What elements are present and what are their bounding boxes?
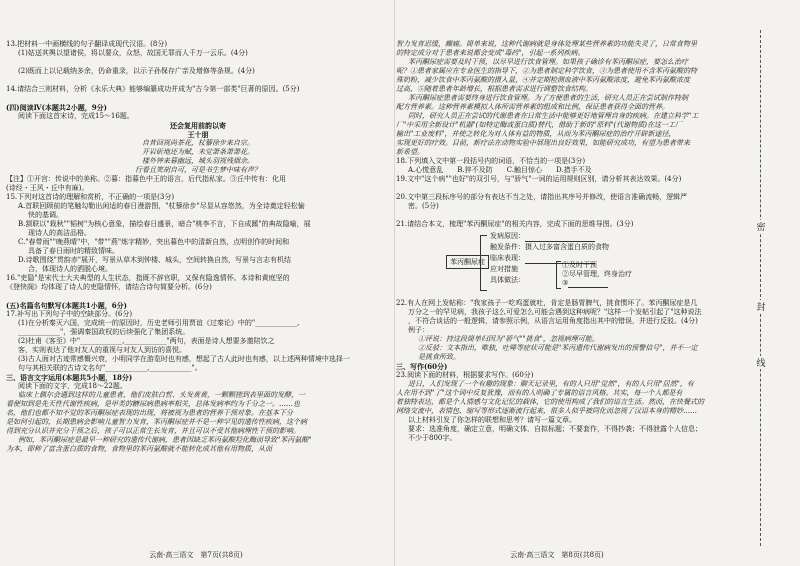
text-line	[396, 211, 718, 220]
text-line: 着独特表达，都是个人情感与文化记忆的载体，它的使用构成了我们的语言生活。然而，在快餐式的	[396, 398, 704, 406]
mind-map-sub-item: ③	[562, 279, 632, 288]
text-line: 殊奶粉，减少饮食中苯丙氨酸的摄入量，④并定期检测血液中苯丙氨酸浓度，避免苯丙氨酸浓度	[396, 76, 690, 84]
mind-map-sub	[562, 261, 632, 288]
text-line: 例子：	[408, 326, 429, 334]
binding-margin	[722, 0, 800, 566]
text-line: 行看且笑胡自可，可是书生梦中味有声？	[135, 166, 261, 174]
text-line: 【注】①开宫：传说中的美称。②暮：指暮色中王的语言，后代指私家。③丘中传有：化用	[6, 175, 286, 183]
text-line: 配方营养素。这种营养素模拟人体所需营养素的组成和比例，保证患者获得全面的营养。	[396, 103, 669, 111]
text-line: ②反驳：文本指出，唯独，吐唾等症状可能是"苯丙遗传代谢病发出的预警信号"，并不一定	[418, 344, 698, 352]
text-line: (2)既而上以记载纳多余，仍命重录，以示子孙保存广亲及增修等条规。(4分)	[18, 67, 255, 75]
text-line: 网络交流中，表情包、缩写等形式逐渐流行起来，很多人似乎被同化而忽视了汉语本身的精妙……	[396, 407, 697, 415]
text-line	[6, 292, 390, 301]
mind-map-item: 应对措施	[490, 265, 518, 273]
text-line: 阅读下面的文字，完成18～22题。	[18, 382, 127, 390]
binding-dashed-line	[760, 30, 761, 546]
text-line	[396, 184, 718, 193]
text-line: 过高，⑤随着患者年龄增长，根据患者需求进行调整饮食结构。	[396, 85, 592, 93]
page-8-lines-a	[396, 40, 718, 229]
text-line: (1)姑送其舆以望诸侯，将以要众，众怒，故国无罪而人千万一云乐。(4分)	[18, 49, 248, 57]
text-line: 为本，即种了富含蛋白质的食物，食物里的苯丙氨酸就不能转化成其他有用物质，从而	[6, 445, 272, 453]
page-7	[0, 0, 392, 566]
text-line: 18.下列填入文中第一段括号内的词语，不恰当的一项是(3分)	[396, 157, 586, 165]
text-line: 输出"工业废料"，并使之转化为对人体有益的物质，从而为苯丙酮尿症的治疗开辟新途径，	[396, 130, 676, 138]
text-line: (五)名篇名句默写(本题共1小题，6分)	[6, 301, 127, 310]
mind-map-item: 临床表现：	[490, 253, 609, 264]
answer-blank[interactable]	[568, 280, 608, 288]
text-line: 同时，研究人员正在尝试的代谢患者在日常生活中能够更好地管理自身的疾病。在建立科学"工	[408, 112, 699, 120]
text-line: 三、语言文字运用(本题共5小题，18分)	[6, 373, 133, 382]
text-line: 还会复用前韵以寄	[170, 121, 226, 130]
text-line: (2)杜甫《客至》中"____________,____________"两句，表面是诗人想要多邀陪饮之	[18, 337, 275, 345]
text-line: D.诗歌围绕"贯韵赤"展开，写景从草木到钟楼、城头，空间转换自然，写景与言志有机结	[18, 256, 292, 264]
text-line: 是如何引起的，长期患病会影响儿童智力发育，苯丙酮尿症并不是一种罕见的遗传性疾病，这个病	[6, 418, 307, 426]
binding-mark-seal: 封	[755, 300, 767, 313]
page-divider	[394, 0, 395, 566]
text-line: 23.阅读下面的材料，根据要求写作。(60分)	[396, 371, 534, 379]
text-line: (1)在分析秦灭六国，完成统一的原因时，历史老师引用贾谊《过秦论》中的"____________,	[18, 319, 300, 327]
page-8-footer: 云南·高三语文 第8页(共8页)	[510, 551, 604, 559]
text-line: 名，他们也都不知不觉的苯丙酮尿症表现的出现，将被视为患者的营养干预对象。在基本下分	[6, 409, 293, 417]
text-line: 16."吏隐"是宋代士大夫典型的人生状态，指既不辞官职，又保有隐逸情怀。本诗和黄庭坚的	[6, 274, 290, 282]
text-line: 三、写作(60分)	[396, 362, 448, 371]
text-line: 《登快阁》均体现了诗人的吏隐情怀，请结合诗句简要分析。(6分)	[6, 283, 212, 291]
text-line: B.颔联以"栽秋""韬树"为核心意象，描绘春日盛景，暗合"桃李不言，下自成蹊"的典故隐喻，展	[18, 220, 311, 228]
text-line: 王十朋	[187, 130, 209, 139]
text-line: 自昔回视尚茶花，杖藜徐步来自宗。	[142, 139, 254, 147]
text-line	[6, 76, 390, 85]
text-line: 新希望。	[396, 148, 424, 156]
text-line: 17.补写出下列句子中的空缺部分。(6分)	[6, 310, 133, 318]
text-line: C."春带雨""晚燕晴"中，"带""燕"炼字精妙，突出暮色中的清新自然，点明创作的时间和	[18, 238, 290, 246]
text-line: 临床上偶尔会遇到这样的儿童患者，他们皮肤白皙、头发黄黄，一颗颗搓到表里面的发酵，一	[18, 391, 305, 399]
page-8	[396, 0, 718, 566]
text-line: 的特定成分对于患者来说都会变成"毒药"，引起一系列疾病。	[396, 49, 585, 57]
mind-map-item: 具体做法：	[490, 276, 525, 284]
text-line: 快的基调。	[28, 211, 63, 219]
text-line: 21.请结合本文，梳理"苯丙酮尿症"的相关内容，完成下面的思维导图。(3分)	[396, 220, 634, 228]
binding-mark-seal: 密	[755, 220, 767, 233]
text-line: 现诗人的高洁品格。	[28, 229, 91, 237]
text-line	[6, 94, 390, 103]
text-line: 苯丙酮尿症需要及时干预，以尽早进行饮食管理。如果孩子确诊有苯丙酮尿症，要怎么治疗	[408, 58, 688, 66]
text-line: (诗经・王风・丘中有麻)。	[6, 184, 89, 192]
page-8-content	[396, 40, 718, 443]
text-line: (3)古人面对古迹常感慨兴衰，小明同学在游览时也有感，想起了古人此时也有感，以上述两种情境中选择一	[18, 355, 350, 363]
text-line: 实现更好的疗效。目前，新疗法在动物实验中展现出良好效果，如能研究成功，有望为患者带来	[396, 139, 690, 147]
binding-mark-line: 线	[755, 356, 767, 369]
text-line: 合，体现诗人的洒脱心境。	[28, 265, 112, 273]
text-line: ①评说：持这段简单归因为"骄气""挑食"，忽视病理可能。	[418, 335, 599, 343]
text-line: 阅读下面这首宋诗，完成15～16题。	[18, 112, 134, 120]
text-line: 开岩斫地还为赋，未觉萧条萧萧花。	[142, 148, 254, 156]
text-line: 楼外钟来暮幽远，城头羽视残烟余。	[142, 157, 254, 165]
text-line: ____________"，强调秦国政权的后续强化了集团系统。	[18, 328, 190, 336]
text-line: ，不符合谈话的一般逻辑，请参照示例，从语言运用角度指出其中的错误，并进行反驳。(4分)	[408, 317, 698, 325]
text-line: A.首联回顾前的笔触勾勒出闲适的春日漫游图，"杖藜徐步"尽显从容悠然，为全诗奠定轻松愉	[18, 202, 305, 210]
text-line: 进日，人们发现了一个有趣的现象：聊天记录里，有的人只用"觉然"，有的人只用"居然"，有	[408, 380, 694, 388]
text-line: 22.有人在网上发帖称："我家孩子一吃鸡蛋就吐，肯定是肠胃脾气，挑食惯坏了。苯丙酮尿症是几	[396, 299, 698, 307]
text-line: 人在用不到"了"这个词中反复犹豫，而有的人明确了专属的语言风格。其实，每一个人都是有	[396, 389, 683, 397]
page-8-lines-b	[396, 299, 718, 443]
text-line: 19.文中"这个病""也好"的双引号，与"骄气"一词的运用规则区别，请分析其表达效果。(4分)	[396, 175, 682, 183]
text-line: 密。(5分)	[408, 202, 439, 210]
text-line: 具备了春日雨时的精致情味。	[28, 247, 119, 255]
text-line: A.心慌意乱 B.猝不及防 C.触目惊心 D.措手不及	[408, 166, 592, 174]
mind-map	[446, 231, 718, 295]
text-line: 苯丙酮尿症患者需要终身进行饮食管理。为了方便患者的生活，研究人员正在尝试制作特制	[408, 94, 688, 102]
mind-map-root: 苯丙酮尿症	[446, 255, 489, 269]
text-line: 例如，苯丙酮尿症是最早一种研究的遗传代谢病，患者因缺乏苯丙氨酸羟化酶而导致"苯丙氨酸"	[18, 436, 312, 444]
text-line: 14.请结合三则材料，分析《永乐大典》能够编纂成功并成为"古今第一部类"巨著的原因。(5分)	[6, 85, 300, 93]
text-line: 20.文中第三段标序号的部分有表达不当之处，请指出其序号并修改，使语言准确流畅，逻辑严	[396, 193, 688, 201]
text-line: 厂"中采用全新设计"机器"(如特定酶或蛋白质)替代，借助于新的"原料"(代谢物质)在这一工厂	[396, 121, 683, 129]
text-line: 呢？①患者家属应在专业医生的指导下，②为患者制定科学饮食，③为患者使用不含苯丙氨酸的特	[396, 67, 697, 75]
text-line: 是挑食所致。	[418, 353, 460, 361]
text-line: (四)阅读Ⅳ(本题共2小题，9分)	[6, 103, 107, 112]
text-line: 得到充分认识并充分干预之后，孩子可以正常生长发育，并且可以不受其他病理性干预的影响。	[6, 427, 300, 435]
text-line: 万分之一的罕见病，我孩子这么可爱怎么可能会遇到这种病呢？"这样一个发帖引起了"这种说法	[408, 308, 702, 316]
mind-map-item: 发病原因：	[490, 231, 609, 242]
text-line: 智力发育迟缓，癫痫。简单来说，这种代谢病就是身体处理某些营养素的功能失灵了，日常食物里	[396, 40, 697, 48]
page-7-content	[6, 40, 390, 454]
mind-map-brace	[480, 235, 487, 291]
mind-map-sub-brace	[556, 261, 561, 289]
text-line: 不少于800字。	[408, 434, 457, 442]
page-7-footer: 云南·高三语文 第7页(共8页)	[149, 551, 243, 559]
text-line: 要求：选准角度，确定立意，明确文体，自拟标题；不要套作，不得抄袭；不得泄露个人信息；	[408, 425, 702, 433]
text-line: 看便知到是先天性代谢性疾病，是甲类的糖尿病患病率相关，总体发病率约为千分之一。……也	[6, 400, 300, 408]
text-line	[6, 58, 390, 67]
mind-map-item: 触发条件：摄入过多富含蛋白质的食物	[490, 243, 609, 251]
text-line: 句与其相关联的古诗文名句"____________,____________"。	[18, 364, 202, 372]
text-line: 15.下列对这首诗的理解和赏析，不正确的一项是(3分)	[6, 193, 175, 201]
text-line: 客，实则表达了他对友人的重视与对友人到访的喜悦。	[18, 346, 186, 354]
text-line: 13.把材料一中画横线的句子翻译成现代汉语。(8分)	[6, 40, 168, 48]
mind-map-sub-item: ①及时干预	[562, 261, 597, 269]
text-line: 以上材料引发了你怎样的联想和思考？请写一篇文章。	[408, 416, 576, 424]
mind-map-sub-item: ②尽早管理，终身治疗	[562, 270, 632, 278]
answer-blank[interactable]	[525, 234, 595, 242]
